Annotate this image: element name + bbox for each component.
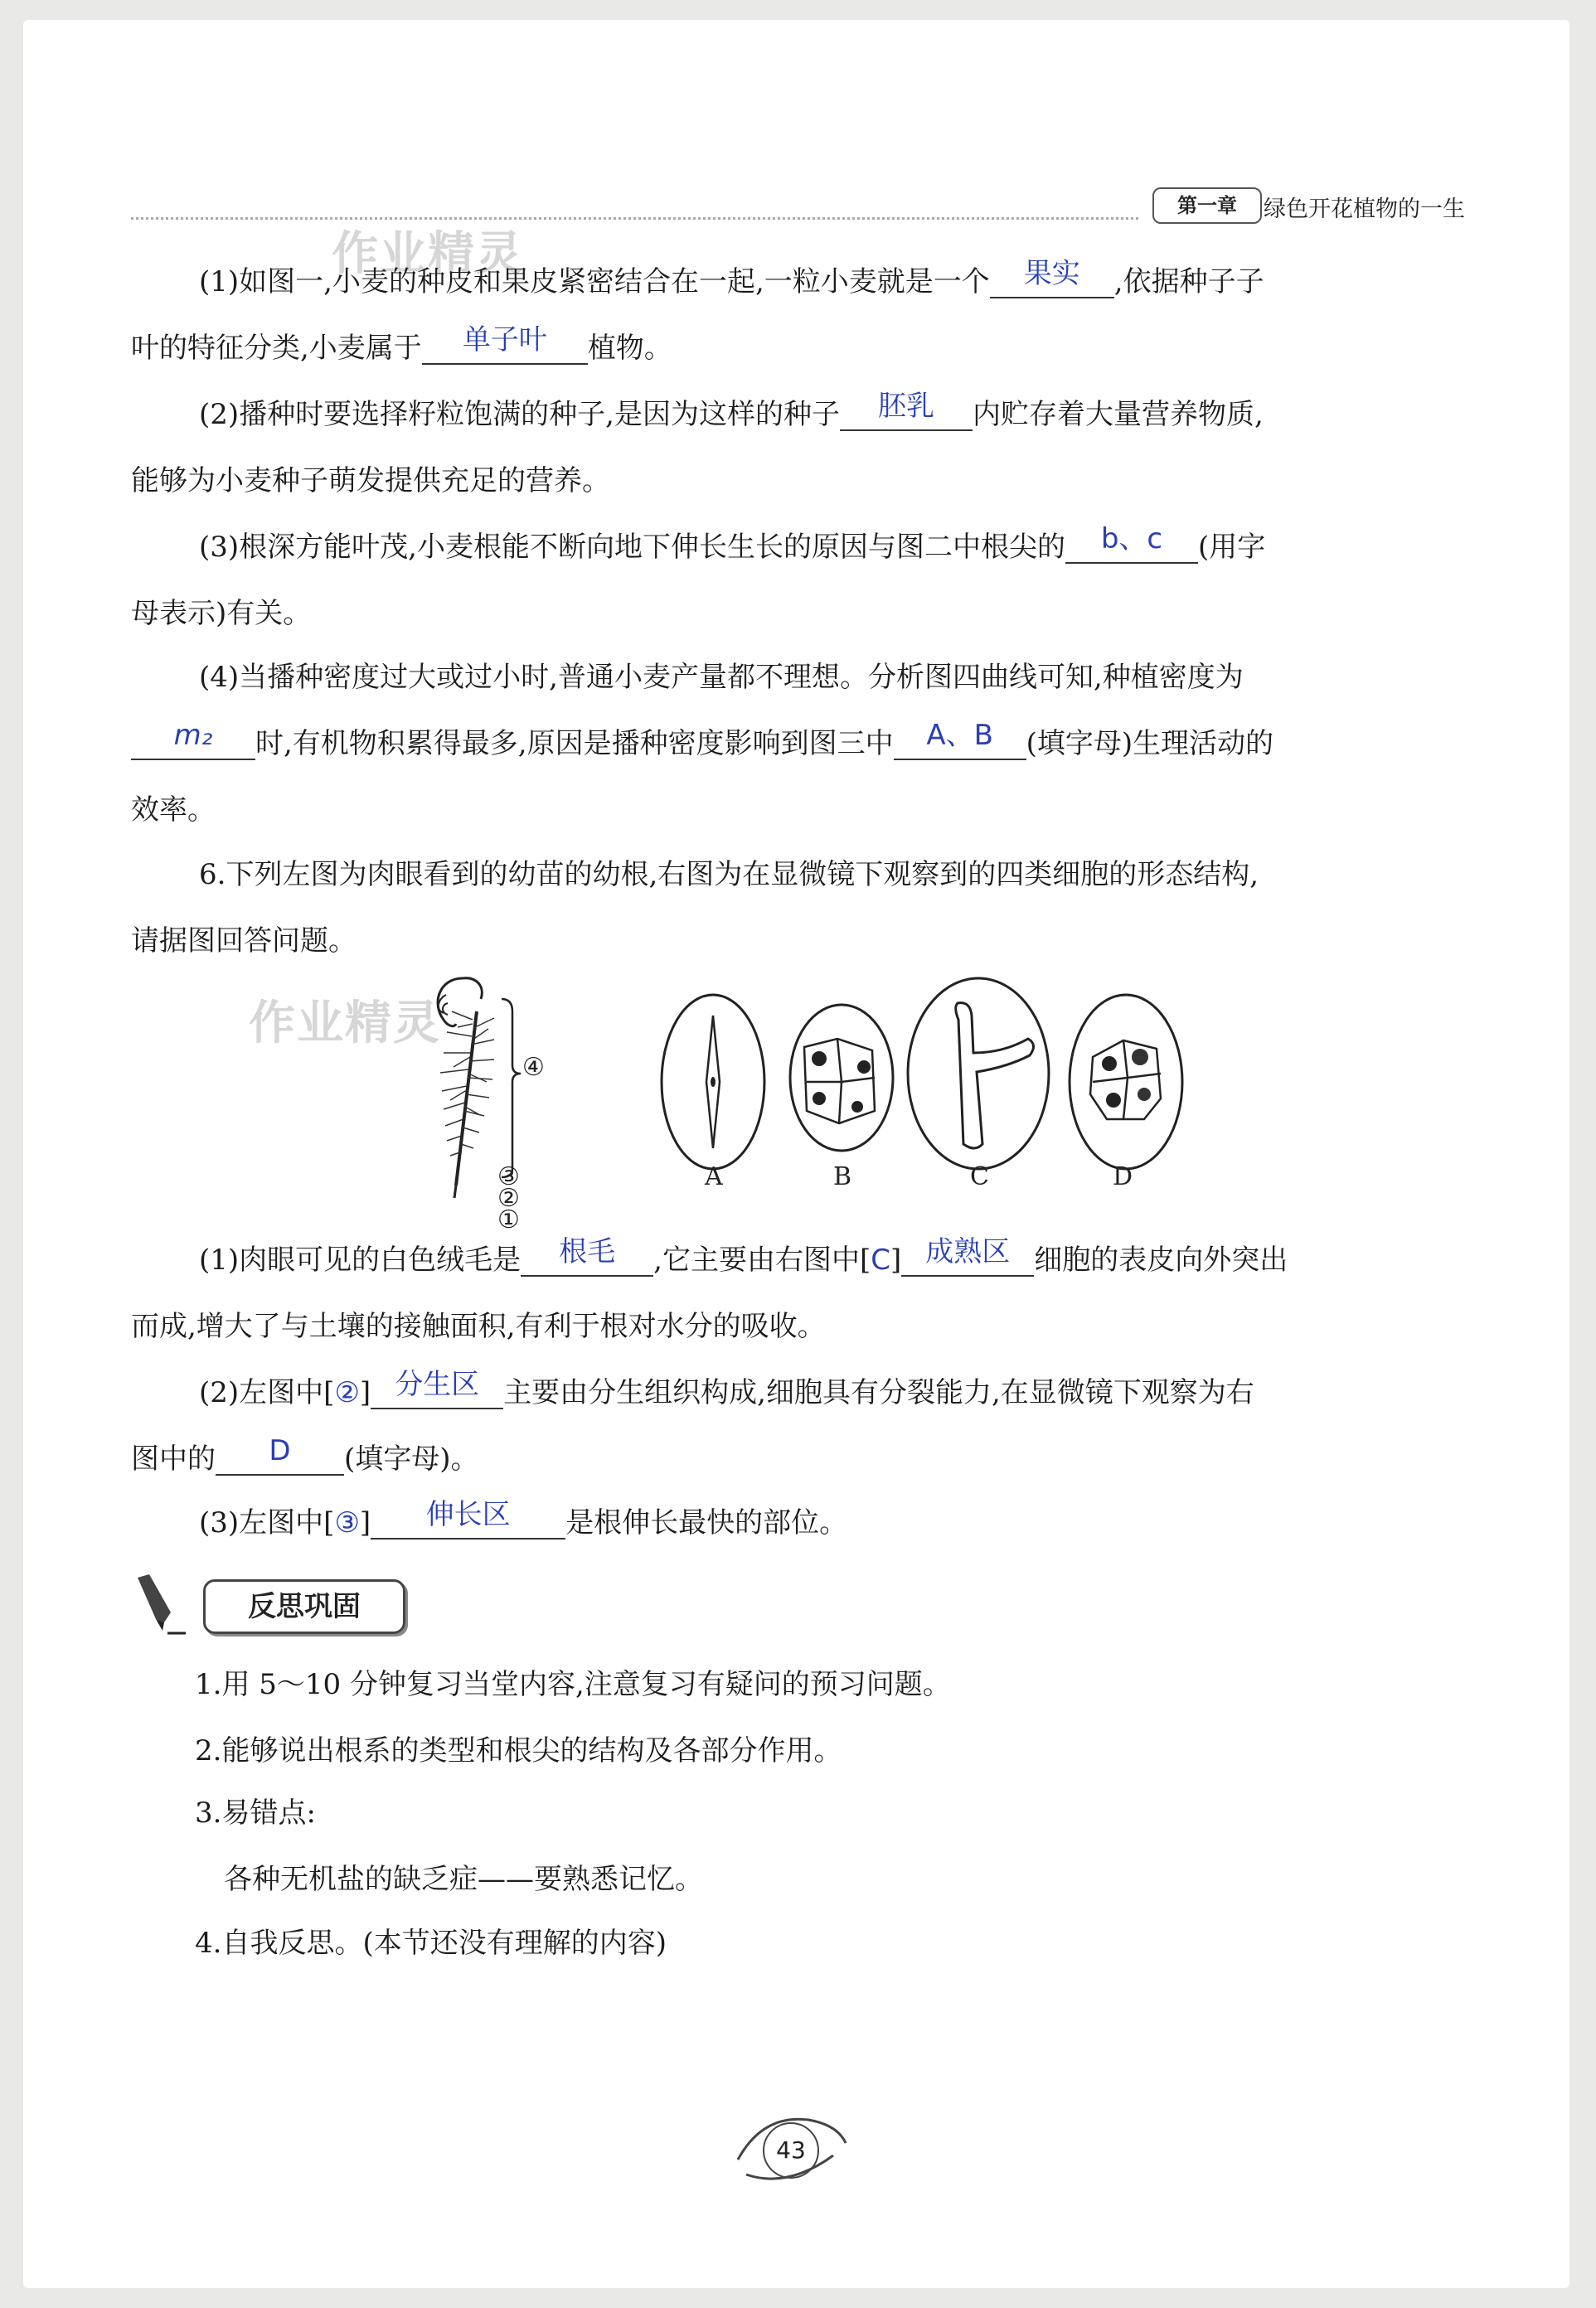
q6-intro-line2: 请据图回答问题。 [131, 924, 357, 958]
reflect-item-4: 4.自我反思。(本节还没有理解的内容) [195, 1927, 667, 1960]
answer-blank-monocot[interactable]: 单子叶 [422, 330, 588, 365]
reflect-item-1: 1.用 5～10 分钟复习当堂内容,注意复习有疑问的预习问题。 [195, 1668, 951, 1701]
header-divider [131, 217, 1138, 220]
answer-blank-endosperm[interactable]: 胚乳 [840, 396, 973, 431]
answer-blank-elongation-zone[interactable]: 伸长区 [371, 1505, 565, 1539]
answer-blank-cell-d[interactable]: D [216, 1441, 344, 1476]
q6-intro-line1: 6.下列左图为肉眼看到的幼苗的幼根,右图为在显微镜下观察到的四类细胞的形态结构, [199, 858, 1259, 891]
answer-blank-density[interactable]: m₂ [131, 725, 255, 760]
answer-blank-maturation-zone[interactable]: 成熟区 [901, 1242, 1034, 1277]
q5-part1-line1: (1)如图一,小麦的种皮和果皮紧密结合在一起,一粒小麦就是一个 果实 ,依据种子子 [199, 257, 1264, 298]
q5-part3-line2: 母表示)有关。 [131, 597, 312, 630]
watermark-top: 作业精灵 [332, 227, 524, 281]
root-zone-label-2: ② [497, 1184, 520, 1213]
cell-label-d: D [1113, 1162, 1133, 1191]
answer-blank-fruit[interactable]: 果实 [990, 264, 1114, 298]
answer-bracket-2[interactable]: ② [334, 1376, 360, 1409]
answer-blank-meristem-zone[interactable]: 分生区 [371, 1375, 503, 1409]
reflect-item-3: 3.易错点: [195, 1796, 316, 1830]
reflect-item-2: 2.能够说出根系的类型和根尖的结构及各部分作用。 [195, 1734, 842, 1767]
pencil-icon [131, 1571, 189, 1637]
reflect-section-title: 反思巩固 [203, 1579, 405, 1634]
q6-part2-line2: 图中的 D (填字母)。 [131, 1434, 479, 1476]
root-zone-label-4: ④ [522, 1053, 545, 1082]
q5-part4-line2: m₂ 时,有机物积累得最多,原因是播种密度影响到图三中 A、B (填字母)生理活动的 [131, 725, 1273, 762]
answer-blank-root-hair[interactable]: 根毛 [521, 1242, 653, 1277]
q6-part1-line2: 而成,增大了与土壤的接触面积,有利于根对水分的吸收。 [131, 1310, 826, 1343]
q5-part4-line3: 效率。 [131, 793, 216, 827]
cell-label-b: B [833, 1162, 852, 1191]
root-zone-label-3: ③ [497, 1162, 520, 1191]
answer-blank-processes[interactable]: A、B [894, 725, 1026, 760]
answer-blank-root-tip-letters[interactable]: b、c [1065, 529, 1198, 564]
watermark-figure: 作业精灵 [249, 996, 441, 1050]
q6-part3-line1: (3)左图中[③] 伸长区 是根伸长最快的部位。 [199, 1498, 848, 1539]
q5-part2-line2: 能够为小麦种子萌发提供充足的营养。 [131, 464, 610, 497]
reflect-item-3-detail: 各种无机盐的缺乏症——要熟悉记忆。 [224, 1863, 703, 1896]
q5-part1-line2: 叶的特征分类,小麦属于 单子叶 植物。 [131, 323, 672, 365]
cell-label-c: C [970, 1162, 989, 1191]
root-zone-label-1: ① [497, 1205, 520, 1234]
cell-d-field [1070, 995, 1182, 1169]
page-number: 43 [763, 2122, 819, 2179]
cell-c-field [908, 978, 1049, 1169]
q5-part3-line1: (3)根深方能叶茂,小麦根能不断向地下伸长生长的原因与图二中根尖的 b、c (用字 [199, 522, 1266, 564]
answer-bracket-c[interactable]: C [871, 1244, 890, 1277]
chapter-badge: 第一章 [1152, 187, 1262, 224]
q5-part2-line1: (2)播种时要选择籽粒饱满的种子,是因为这样的种子 胚乳 内贮存着大量营养物质, [199, 390, 1264, 431]
chapter-title: 绿色开花植物的一生 [1264, 196, 1465, 222]
q6-part1-line1: (1)肉眼可见的白色绒毛是 根毛 ,它主要由右图中[C] 成熟区 细胞的表皮向外突出 [199, 1235, 1288, 1277]
q6-part2-line1: (2)左图中[②] 分生区 主要由分生组织构成,细胞具有分裂能力,在显微镜下观察为右 [199, 1368, 1254, 1409]
q5-part4-line1: (4)当播种密度过大或过小时,普通小麦产量都不理想。分析图四曲线可知,种植密度为 [199, 661, 1244, 694]
answer-bracket-3[interactable]: ③ [334, 1506, 360, 1539]
root-illustration [398, 962, 564, 1210]
cell-label-a: A [705, 1162, 723, 1191]
